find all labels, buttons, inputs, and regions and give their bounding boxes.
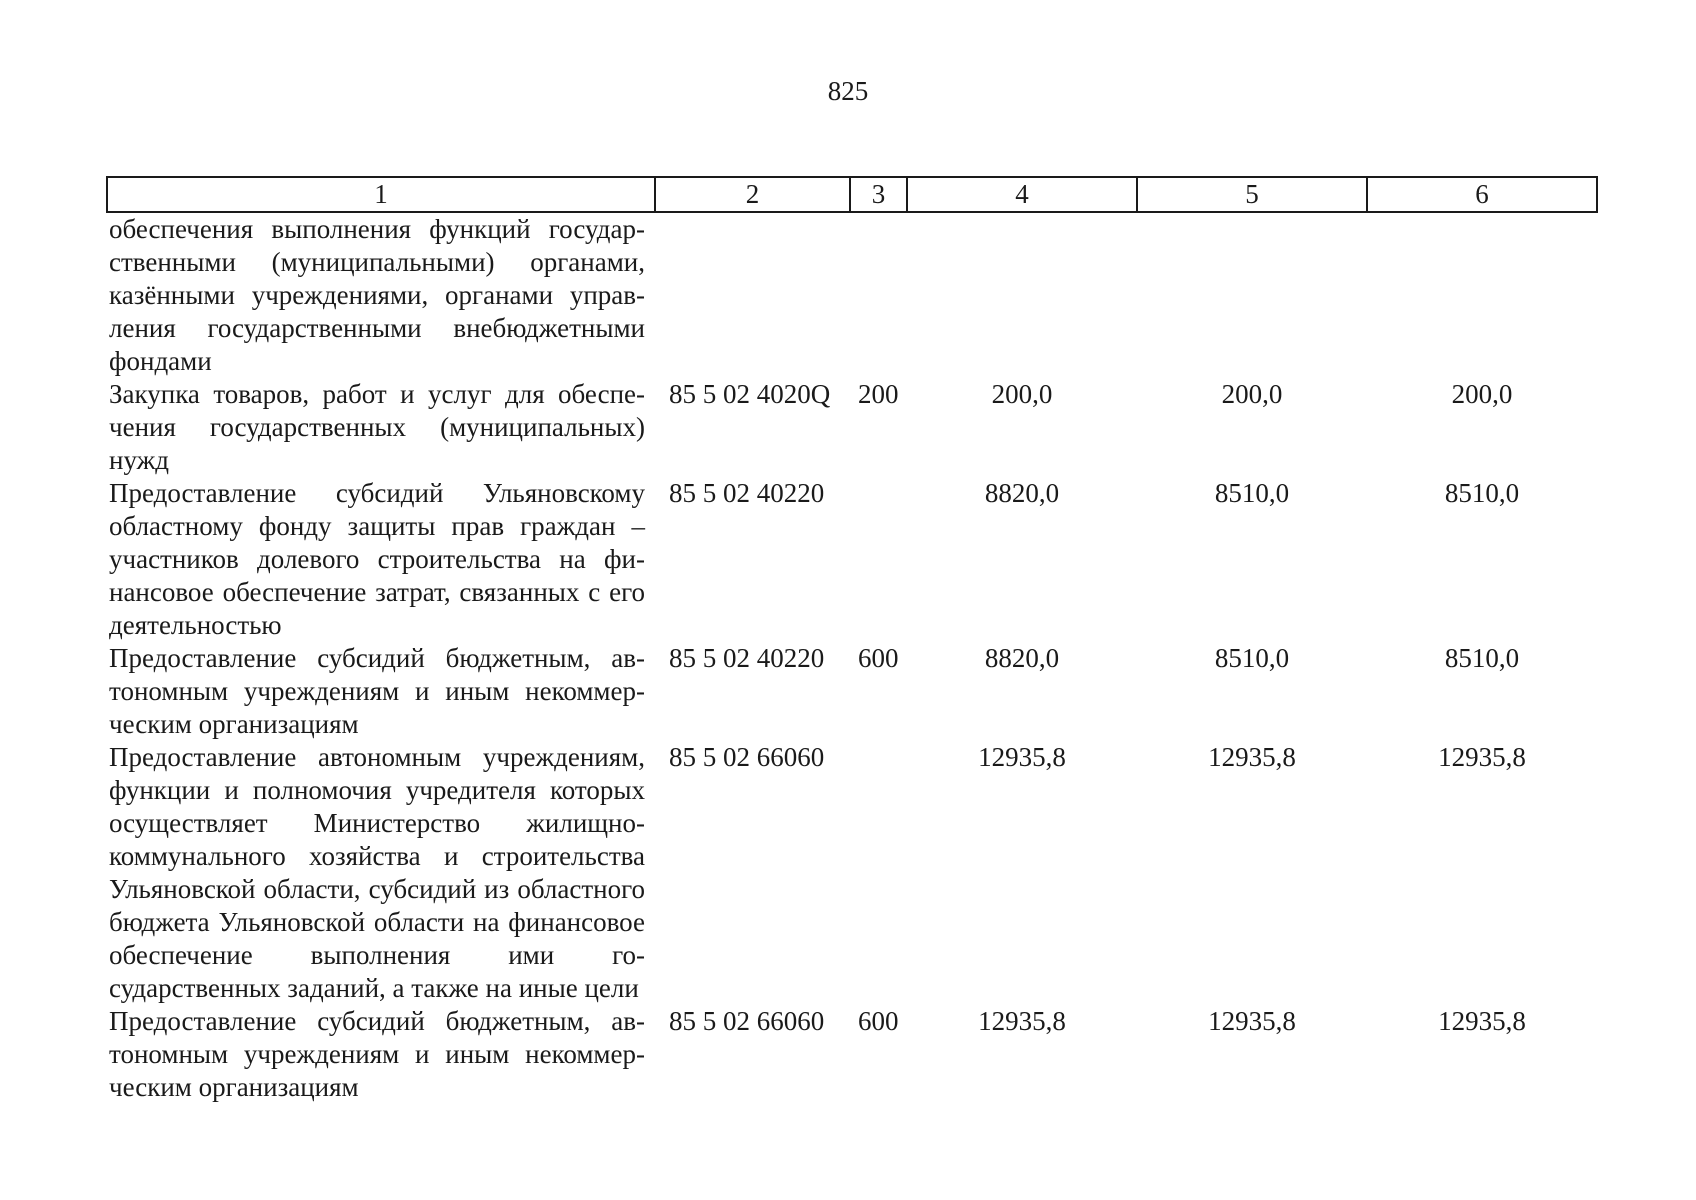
row-value-2: 12935,8 bbox=[1208, 1006, 1296, 1036]
row-code: 85 5 02 40220 bbox=[669, 478, 825, 508]
table-row bbox=[107, 1005, 1597, 1104]
row-value-3: 8510,0 bbox=[1444, 478, 1520, 508]
row-value-1: 12935,8 bbox=[978, 1006, 1066, 1036]
table-row bbox=[107, 477, 1597, 642]
row-description: обеспечения выполнения функций государственными (муниципальными) органами, казёнными учреждениями, органами управления государственными внебюджетными фондами bbox=[109, 214, 645, 376]
row-code bbox=[655, 212, 850, 378]
row-code: 85 5 02 40220 bbox=[669, 643, 825, 673]
row-description: Предоставление субсидий бюджетным, автономным учреждениям и иным некоммерческим организациям bbox=[109, 643, 645, 739]
row-value-1: 8820,0 bbox=[984, 478, 1060, 508]
row-value-2: 8510,0 bbox=[1214, 478, 1290, 508]
row-value-2: 8510,0 bbox=[1214, 643, 1290, 673]
row-type: 600 bbox=[858, 1006, 899, 1036]
header-cell-5: 5 bbox=[1137, 177, 1367, 212]
header-cell-4: 4 bbox=[907, 177, 1137, 212]
row-value-2: 200,0 bbox=[1221, 379, 1283, 409]
table-row bbox=[107, 212, 1597, 378]
table-row bbox=[107, 741, 1597, 1005]
row-value-2: 12935,8 bbox=[1208, 742, 1296, 772]
row-type bbox=[850, 477, 907, 642]
row-code: 85 5 02 66060 bbox=[669, 1006, 825, 1036]
budget-table bbox=[106, 176, 1598, 1104]
table-row bbox=[107, 642, 1597, 741]
row-value-1 bbox=[907, 212, 1137, 378]
row-value-1: 8820,0 bbox=[984, 643, 1060, 673]
table-header bbox=[107, 177, 1597, 212]
row-description: Предоставление автономным учреждениям, функции и полномочия учредителя которых осуществляет Министерство жилищно-коммунального хозяйства и строительства Ульяновской области, субсидий из областного бюджета Ульяновской области на финансовое обеспечение выполнения ими государственных заданий, а также на иные цели bbox=[109, 742, 645, 1003]
row-description: Закупка товаров, работ и услуг для обеспечения государственных (муниципальных) нужд bbox=[109, 379, 645, 475]
row-description: Предоставление субсидий Ульяновскому областному фонду защиты прав граждан – участников долевого строительства на финансовое обеспечение затрат, связанных с его деятельностью bbox=[109, 478, 645, 640]
row-value-3 bbox=[1367, 212, 1597, 378]
row-type bbox=[850, 741, 907, 1005]
row-value-3: 12935,8 bbox=[1438, 742, 1526, 772]
row-value-1: 200,0 bbox=[991, 379, 1053, 409]
row-value-3: 12935,8 bbox=[1438, 1006, 1526, 1036]
header-row bbox=[107, 177, 1597, 212]
row-value-1: 12935,8 bbox=[978, 742, 1066, 772]
header-cell-6: 6 bbox=[1367, 177, 1597, 212]
row-type: 600 bbox=[858, 643, 899, 673]
table-row bbox=[107, 378, 1597, 477]
header-cell-1: 1 bbox=[107, 177, 655, 212]
row-type bbox=[850, 212, 907, 378]
row-value-3: 200,0 bbox=[1451, 379, 1513, 409]
table-body bbox=[107, 212, 1597, 1104]
row-value-2 bbox=[1137, 212, 1367, 378]
row-code: 85 5 02 66060 bbox=[669, 742, 825, 772]
row-value-3: 8510,0 bbox=[1444, 643, 1520, 673]
row-type: 200 bbox=[858, 379, 899, 409]
row-code: 85 5 02 4020Q bbox=[669, 379, 831, 409]
page-number: 825 bbox=[827, 76, 869, 106]
row-description: Предоставление субсидий бюджетным, автономным учреждениям и иным некоммерческим организациям bbox=[109, 1006, 645, 1102]
header-cell-2: 2 bbox=[655, 177, 850, 212]
header-cell-3: 3 bbox=[850, 177, 907, 212]
